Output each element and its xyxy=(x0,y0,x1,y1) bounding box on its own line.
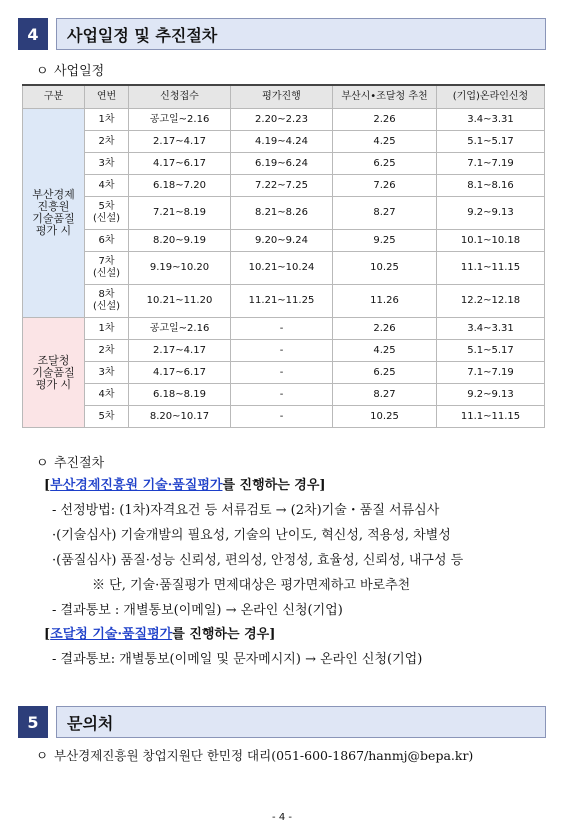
date-cell: 7.21~8.19 xyxy=(129,197,231,230)
round-cell: 8차 (신설) xyxy=(85,285,129,318)
table-row xyxy=(23,175,545,197)
table-row xyxy=(23,384,545,406)
date-cell: 11.1~11.15 xyxy=(437,252,545,285)
table-row xyxy=(23,252,545,285)
date-cell: 공고일~2.16 xyxy=(129,109,231,131)
date-cell: 4.17~6.17 xyxy=(129,362,231,384)
date-cell: 12.2~12.18 xyxy=(437,285,545,318)
table-row xyxy=(23,340,545,362)
section-5-header xyxy=(18,706,546,738)
round-cell: 6차 xyxy=(85,230,129,252)
section-4-header xyxy=(18,18,546,50)
round-cell: 3차 xyxy=(85,153,129,175)
section-number: 5 xyxy=(18,706,48,738)
section-title: 문의처 xyxy=(56,706,546,738)
date-cell: 2.20~2.23 xyxy=(231,109,333,131)
round-cell: 1차 xyxy=(85,109,129,131)
table-row xyxy=(23,153,545,175)
date-cell: 3.4~3.31 xyxy=(437,318,545,340)
table-row xyxy=(23,318,545,340)
date-cell: 10.25 xyxy=(333,252,437,285)
date-cell: 11.1~11.15 xyxy=(437,406,545,428)
date-cell: 10.1~10.18 xyxy=(437,230,545,252)
table-row xyxy=(23,109,545,131)
date-cell: - xyxy=(231,384,333,406)
date-cell: 9.20~9.24 xyxy=(231,230,333,252)
table-row xyxy=(23,131,545,153)
round-cell: 7차 (신설) xyxy=(85,252,129,285)
section-title: 사업일정 및 추진절차 xyxy=(56,18,546,50)
date-cell: 3.4~3.31 xyxy=(437,109,545,131)
round-cell: 2차 xyxy=(85,131,129,153)
date-cell: 2.17~4.17 xyxy=(129,340,231,362)
procedure-line: - 결과통보: 개별통보(이메일 및 문자메시지) → 온라인 신청(기업) xyxy=(52,652,423,667)
header-cell: 부산시•조달청 추천 xyxy=(333,85,437,109)
date-cell: 8.1~8.16 xyxy=(437,175,545,197)
table-header-row xyxy=(23,85,545,109)
table-row xyxy=(23,406,545,428)
page-number: - 4 - xyxy=(272,812,292,823)
date-cell: 6.25 xyxy=(333,362,437,384)
date-cell: 9.2~9.13 xyxy=(437,384,545,406)
procedure-note: ※ 단, 기술·품질평가 면제대상은 평가면제하고 바로추천 xyxy=(92,578,411,593)
schedule-bullet: ㅇ 사업일정 xyxy=(36,64,105,79)
date-cell: 10.25 xyxy=(333,406,437,428)
date-cell: 2.26 xyxy=(333,318,437,340)
table-row xyxy=(23,197,545,230)
round-cell: 2차 xyxy=(85,340,129,362)
date-cell: 5.1~5.17 xyxy=(437,340,545,362)
date-cell: 공고일~2.16 xyxy=(129,318,231,340)
contact-line: ㅇ 부산경제진흥원 창업지원단 한민정 대리(051-600-1867/hanmj@bepa.kr) xyxy=(36,748,474,763)
date-cell: 7.22~7.25 xyxy=(231,175,333,197)
date-cell: - xyxy=(231,406,333,428)
date-cell: 7.26 xyxy=(333,175,437,197)
procedure-line: - 결과통보 : 개별통보(이메일) → 온라인 신청(기업) xyxy=(52,603,343,618)
date-cell: 6.18~7.20 xyxy=(129,175,231,197)
group-label-line: 기술품질 xyxy=(32,212,75,225)
date-cell: 8.20~10.17 xyxy=(129,406,231,428)
date-cell: 4.17~6.17 xyxy=(129,153,231,175)
date-cell: 10.21~10.24 xyxy=(231,252,333,285)
table-row xyxy=(23,230,545,252)
case-a-link: 부산경제진흥원 기술·품질평가 xyxy=(50,478,223,493)
table-row xyxy=(23,362,545,384)
date-cell: 9.19~10.20 xyxy=(129,252,231,285)
header-cell: 평가진행 xyxy=(231,85,333,109)
date-cell: 6.25 xyxy=(333,153,437,175)
date-cell: 2.26 xyxy=(333,109,437,131)
table-row xyxy=(23,285,545,318)
date-cell: 5.1~5.17 xyxy=(437,131,545,153)
date-cell: 2.17~4.17 xyxy=(129,131,231,153)
procedure-line: ·(기술심사) 기술개발의 필요성, 기술의 난이도, 혁신성, 적용성, 차별성 xyxy=(52,528,451,543)
group-label-line: 진흥원 xyxy=(37,200,70,213)
group-label-line: 평가 시 xyxy=(35,224,72,237)
date-cell: 8.20~9.19 xyxy=(129,230,231,252)
date-cell: 9.2~9.13 xyxy=(437,197,545,230)
case-b-link: 조달청 기술·품질평가 xyxy=(50,627,173,642)
group-label-line: 평가 시 xyxy=(35,377,72,391)
date-cell: 6.19~6.24 xyxy=(231,153,333,175)
date-cell: 8.27 xyxy=(333,384,437,406)
date-cell: 7.1~7.19 xyxy=(437,362,545,384)
date-cell: 4.25 xyxy=(333,340,437,362)
schedule-table xyxy=(22,84,545,428)
date-cell: 4.25 xyxy=(333,131,437,153)
round-cell: 3차 xyxy=(85,362,129,384)
group-label-line: 부산경제 xyxy=(32,188,75,201)
procedure-line: ·(품질심사) 품질·성능 신뢰성, 편의성, 안정성, 효율성, 신뢰성, 내구성 등 xyxy=(52,553,464,568)
case-b-title: [조달청 기술·품질평가를 진행하는 경우] xyxy=(44,627,276,642)
date-cell: 7.1~7.19 xyxy=(437,153,545,175)
date-cell: 8.27 xyxy=(333,197,437,230)
round-cell: 4차 xyxy=(85,384,129,406)
header-cell: 구분 xyxy=(23,85,85,109)
date-cell: 11.21~11.25 xyxy=(231,285,333,318)
group-label-cell xyxy=(23,109,85,318)
date-cell: 8.21~8.26 xyxy=(231,197,333,230)
header-cell: 연번 xyxy=(85,85,129,109)
header-cell: 신청접수 xyxy=(129,85,231,109)
header-cell: (기업)온라인신청 xyxy=(437,85,545,109)
section-number: 4 xyxy=(18,18,48,50)
group-label-line: 조달청 xyxy=(37,353,70,367)
date-cell: 9.25 xyxy=(333,230,437,252)
procedure-line: - 선정방법: (1차)자격요건 등 서류검토 → (2차)기술・품질 서류심사 xyxy=(52,503,440,518)
round-cell: 5차 xyxy=(85,406,129,428)
date-cell: - xyxy=(231,340,333,362)
date-cell: 10.21~11.20 xyxy=(129,285,231,318)
date-cell: 6.18~8.19 xyxy=(129,384,231,406)
date-cell: 4.19~4.24 xyxy=(231,131,333,153)
date-cell: - xyxy=(231,362,333,384)
group-label-line: 기술품질 xyxy=(32,365,75,379)
date-cell: - xyxy=(231,318,333,340)
round-cell: 4차 xyxy=(85,175,129,197)
group-label-cell xyxy=(23,318,85,428)
date-cell: 11.26 xyxy=(333,285,437,318)
round-cell: 5차 (신설) xyxy=(85,197,129,230)
round-cell: 1차 xyxy=(85,318,129,340)
procedure-bullet: ㅇ 추진절차 xyxy=(36,456,105,471)
case-a-title: [부산경제진흥원 기술·품질평가를 진행하는 경우] xyxy=(44,478,326,493)
